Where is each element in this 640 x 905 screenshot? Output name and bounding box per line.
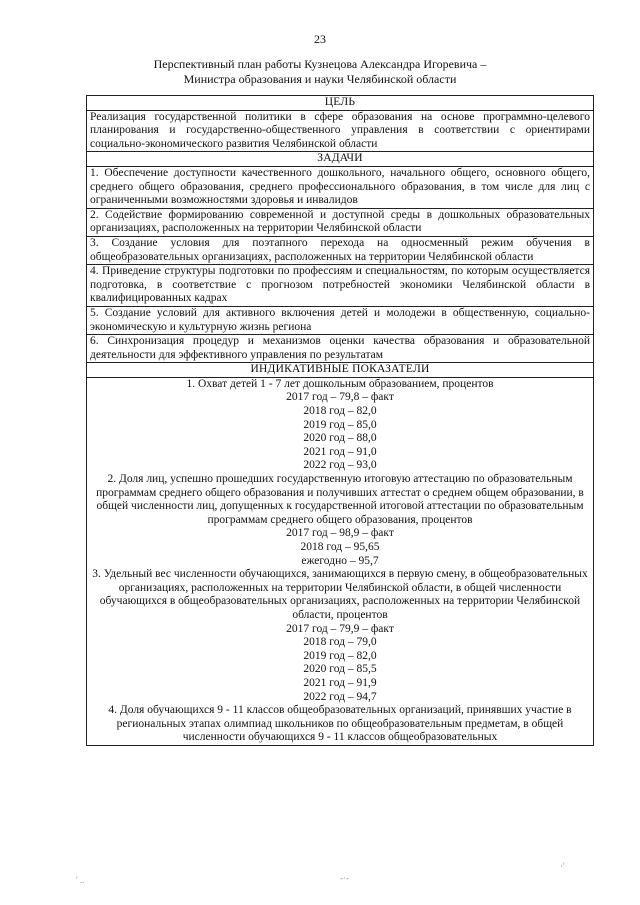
indicator-title: 4. Доля обучающихся 9 - 11 классов общеобразовательных организаций, принявших участие в региональных этапах олимпиад школьников по общеобразовательным предметам, в общей численности обучающихся 9 - 11 классов общеобразовательных <box>108 704 572 744</box>
scan-mark: ' .. <box>76 875 85 885</box>
indicator-value: ежегодно – 95,7 <box>301 554 379 567</box>
indicator-title: 2. Доля лиц, успешно прошедших государственную итоговую аттестацию по образовательным программам среднего общего образования и получивших аттестат о среднем общем образовании, в общей численности лиц, допущенных к государственной итоговой аттестации по образовательным программам среднего общего образования, процентов <box>96 473 584 526</box>
indicator-value: 2018 год – 82,0 <box>303 405 377 418</box>
indicator-value: 2018 год – 95,65 <box>300 541 380 553</box>
indicator-value: 2022 год – 94,7 <box>303 690 377 703</box>
task-item: 6. Синхронизация процедур и механизмов оценки качества образования и образовательной деятельности для эффективного управления по результатам <box>87 335 594 363</box>
task-item: 2. Содействие формированию современной и доступной среды в дошкольных образовательных организациях, расположенных на территории Челябинской области <box>87 208 594 236</box>
indicator-value: 2022 год – 93,0 <box>303 459 377 472</box>
plan-table <box>86 95 594 746</box>
indicators-heading: ИНДИКАТИВНЫЕ ПОКАЗАТЕЛИ <box>87 363 594 378</box>
goal-text: Реализация государственной политики в сфере образования на основе программно-целевого планирования и государственно-общественного управления в соответствии с ориентирами социально-экономического развития Челябинской области <box>87 110 594 152</box>
task-item: 3. Создание условия для поэтапного перехода на односменный режим обучения в общеобразовательных организациях, расположенных на территории Челябинской области <box>87 236 594 264</box>
indicator-value: 2021 год – 91,9 <box>303 676 377 689</box>
indicator-value: 2018 год – 79,0 <box>303 636 377 649</box>
indicator-value: 2020 год – 85,5 <box>303 663 377 676</box>
scan-mark: -·- <box>340 873 349 883</box>
indicator-value: 2021 год – 91,0 <box>303 445 377 458</box>
indicators-list <box>87 377 594 745</box>
indicator-value: 2017 год – 98,9 – факт <box>286 527 394 540</box>
tasks-heading: ЗАДАЧИ <box>87 152 594 167</box>
scan-mark: ·' <box>560 861 565 871</box>
indicator-value: 2020 год – 88,0 <box>303 432 377 445</box>
indicator-value: 2019 год – 85,0 <box>303 418 377 431</box>
document-title-line-1: Перспективный план работы Кузнецова Александра Игоревича – <box>153 57 487 71</box>
indicator-value: 2017 год – 79,9 – факт <box>286 622 394 635</box>
task-item: 1. Обеспечение доступности качественного дошкольного, начального общего, основного общего, среднего общего образования, среднего профессионального образования, в том числе для лиц с ограниченными возможностями здоровья и инвалидов <box>87 166 594 208</box>
indicator-title: 3. Удельный вес численности обучающихся, занимающихся в первую смену, в общеобразовательных организациях, расположенных на территории Челябинской области, в общей численности обучающихся в общеобразовательных организациях, расположенных на территории Челябинской области, процентов <box>92 568 588 621</box>
document-title <box>90 57 550 87</box>
page-number: 23 <box>314 32 326 46</box>
task-item: 5. Создание условий для активного включения детей и молодежи в общественную, социально-экономическую и культурную жизнь региона <box>87 306 594 334</box>
indicator-title: 1. Охват детей 1 - 7 лет дошкольным образованием, процентов <box>186 377 494 390</box>
indicator-value: 2019 год – 82,0 <box>303 649 377 662</box>
document-title-line-2: Министра образования и науки Челябинской области <box>183 72 457 86</box>
task-item: 4. Приведение структуры подготовки по профессиям и специальностям, по которым осуществляется подготовка, в соответствие с прогнозом потребностей экономики Челябинской области в квалифицированных кадрах <box>87 265 594 307</box>
goal-heading: ЦЕЛЬ <box>87 96 594 111</box>
indicator-value: 2017 год – 79,8 – факт <box>286 391 394 404</box>
